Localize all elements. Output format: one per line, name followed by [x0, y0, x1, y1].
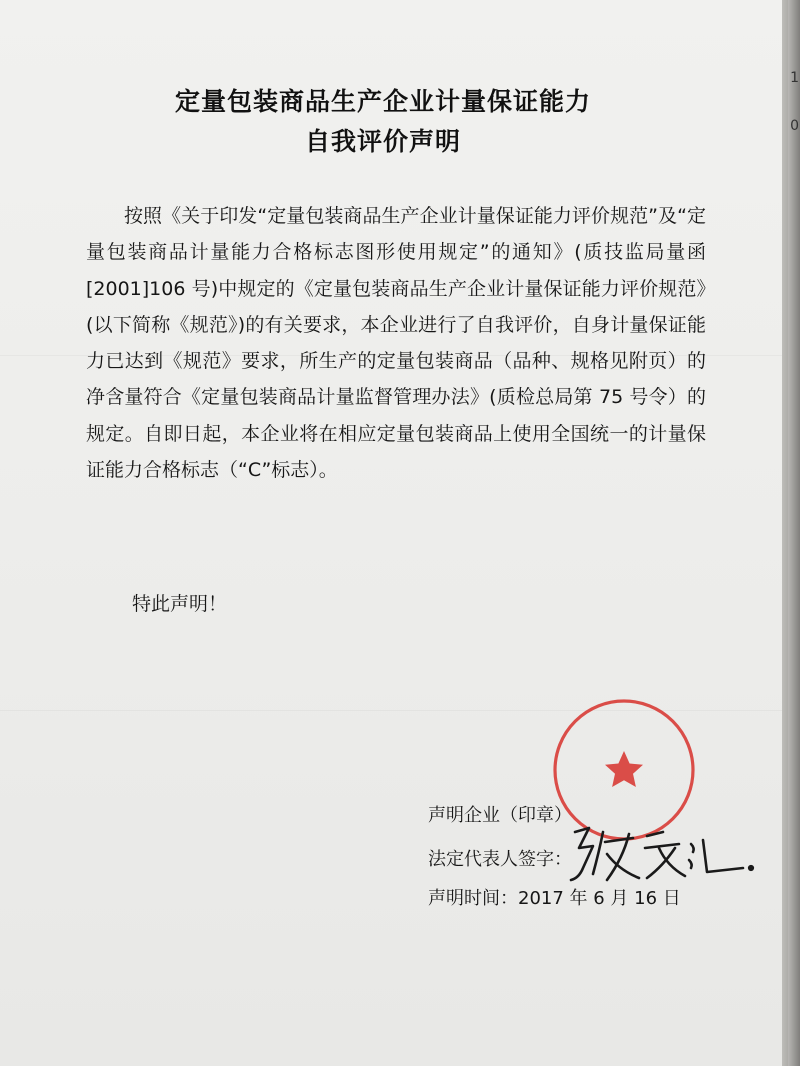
- edge-glyph: 0: [790, 118, 799, 134]
- closing-statement: 特此声明！: [132, 593, 228, 615]
- seal-star-icon: [605, 751, 643, 787]
- declaration-date: 声明时间：2017 年 6 月 16 日: [428, 888, 681, 909]
- underlying-sheet: [788, 0, 800, 1066]
- company-seal-label: 声明企业（印章）: [428, 805, 572, 826]
- document-title: 定量包装商品生产企业计量保证能力: [174, 87, 591, 116]
- edge-glyph: 1: [790, 70, 799, 86]
- representative-signature-label: 法定代表人签字：: [428, 849, 572, 870]
- handwritten-signature: [563, 818, 763, 890]
- document-subtitle: 自我评价声明: [304, 127, 461, 156]
- declaration-body: 按照《关于印发“定量包装商品生产企业计量保证能力评价规范”及“定量包装商品计量能力合格标志图形使用规定”的通知》(质技监局量函[2001]106 号)中规定的《定量包装商品生产企业计量保证能力评价规范》(以下简称《规范》)的有关要求，本企业进行了自我评价，自身计量保证能力已达到《规范》要求，所生产的定量包装商品（品种、规格见附页）的净含量符合《定量包装商品计量监督管理办法》(质检总局第 75 号令）的规定。自即日起，本企业将在相应定量包装商品上使用全国统一的计量保证能力合格标志（“C”标志）。: [86, 205, 706, 482]
